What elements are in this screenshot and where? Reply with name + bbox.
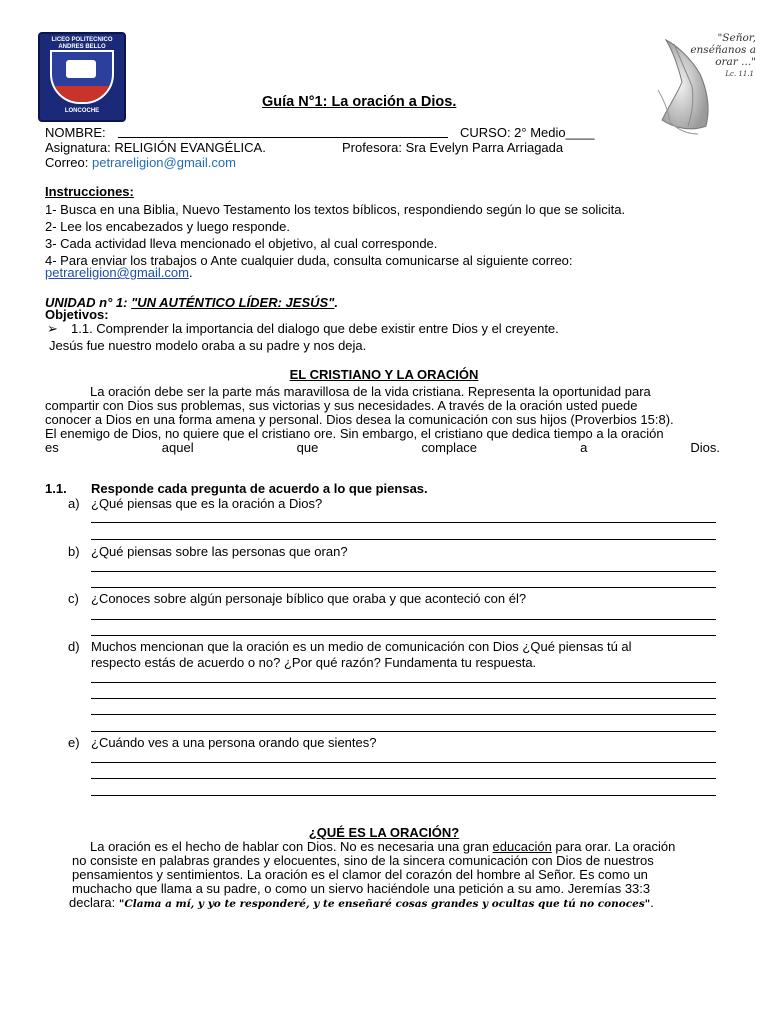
asignatura-text: Asignatura: RELIGIÓN EVANGÉLICA. (45, 140, 266, 155)
correo-email[interactable]: petrareligion@gmail.com (91, 155, 236, 170)
instruction-item-3: 3- Cada actividad lleva mencionado el objetivo, al cual corresponde. (45, 236, 438, 251)
instruction-item-4: 4- Para enviar los trabajos o Ante cualquier duda, consulta comunicarse al siguiente correo: (45, 253, 573, 268)
objective-bullet: ➢ (47, 321, 58, 336)
school-logo (38, 32, 126, 122)
page-title: Guía N°1: La oración a Dios. (262, 94, 457, 110)
section2-line-5 (69, 895, 654, 912)
logo-top-text: LICEO POLITECNICO (51, 37, 113, 43)
nombre-label: NOMBRE: (45, 125, 106, 140)
question-c-letter: c) (68, 591, 79, 606)
image-reference: Lc. 11.1 (725, 70, 754, 78)
objective-continuation: Jesús fue nuestro modelo oraba a su padre y nos deja. (49, 338, 367, 353)
profesora-text: Profesora: Sra Evelyn Parra Arriagada (342, 140, 564, 155)
correo-line (45, 155, 236, 170)
questions-number: 1.1. (45, 481, 67, 496)
answer-line[interactable] (91, 571, 716, 572)
instruction-email-line (45, 265, 193, 280)
curso-label: CURSO: 2° Medio____ (460, 125, 595, 140)
nombre-field[interactable] (118, 137, 448, 138)
question-c-text: ¿Conoces sobre algún personaje bíblico que oraba y que aconteció con él? (91, 591, 527, 606)
answer-line[interactable] (91, 682, 716, 683)
section2-line-1a: La oración es el hecho de hablar con Dios. No es necesaria una gran (90, 839, 493, 854)
answer-line[interactable] (91, 714, 716, 715)
section1-line-1: La oración debe ser la parte más maravillosa de la vida cristiana. Representa la oportunidad para (90, 384, 651, 399)
answer-line[interactable] (91, 778, 716, 779)
answer-line[interactable] (91, 635, 716, 636)
instruction-item-2: 2- Lee los encabezados y luego responde. (45, 219, 291, 234)
question-d-letter: d) (68, 639, 80, 654)
instruction-email-link[interactable]: petrareligion@gmail.com (45, 265, 189, 280)
answer-line[interactable] (91, 698, 716, 699)
question-e-letter: e) (68, 735, 80, 750)
answer-line[interactable] (91, 762, 716, 763)
question-a-text: ¿Qué piensas que es la oración a Dios? (91, 496, 323, 511)
unidad-title: "UN AUTÉNTICO LÍDER: JESÚS" (131, 295, 335, 310)
question-b-text: ¿Qué piensas sobre las personas que oran? (91, 544, 348, 559)
correo-label: Correo: (45, 155, 89, 170)
section1-line-5: es aquel que complace a Dios. (45, 440, 720, 455)
answer-line[interactable] (91, 619, 716, 620)
question-b-letter: b) (68, 544, 80, 559)
objetivos-heading: Objetivos: (45, 307, 109, 322)
section2-line-1b: para orar. La oración (551, 839, 676, 854)
answer-line[interactable] (91, 731, 716, 732)
question-d-text-2: respecto estás de acuerdo o no? ¿Por qué razón? Fundamenta tu respuesta. (91, 655, 537, 670)
image-caption: "Señor, enséñanos a orar ..." (690, 32, 756, 68)
section1-heading: EL CRISTIANO Y LA ORACIÓN (289, 367, 479, 382)
unidad-title-suffix: . (334, 295, 338, 310)
section2-underlined-word: educación (492, 839, 552, 854)
section2-quote: "Clama a mí, y yo te responderé, y te enseñaré cosas grandes y ocultas que tú no conoces" (118, 898, 651, 910)
instructions-heading: Instrucciones: (45, 184, 134, 199)
section2-line-3: pensamientos y sentimientos. La oración es el clamor del corazón del hombre al Señor. Es como un (72, 867, 648, 882)
praying-hands-image (648, 30, 760, 140)
question-a-letter: a) (68, 496, 80, 511)
logo-city-text: LONCOCHE (64, 108, 100, 114)
question-e-text: ¿Cuándo ves a una persona orando que sientes? (91, 735, 377, 750)
section2-line-2: no consiste en palabras grandes y elocuentes, sino de la sincera comunicación con Dios de nuestros (72, 853, 654, 868)
unidad-label: UNIDAD n° 1: (45, 295, 132, 310)
section1-line-4: El enemigo de Dios, no quiere que el cristiano ore. Sin embargo, el cristiano que dedica tiempo a la oración (45, 426, 664, 441)
answer-line[interactable] (91, 522, 716, 523)
section2-line-4: muchacho que llama a su padre, o como un siervo haciéndole una petición a su amo. Jeremías 33:3 (72, 881, 651, 896)
answer-line[interactable] (91, 539, 716, 540)
logo-crest-icon (50, 50, 114, 104)
answer-line[interactable] (91, 587, 716, 588)
instruction-email-suffix: . (188, 265, 193, 280)
section1-line-3: conocer a Dios en una forma amena y personal. Dios desea la comunicación con sus hijos (Proverbios 15:8). (45, 412, 674, 427)
logo-name-text: ANDRES BELLO (58, 44, 106, 50)
section1-line-2: compartir con Dios sus problemas, sus victorias y sus necesidades. A través de la oración usted puede (45, 398, 638, 413)
answer-line[interactable] (91, 795, 716, 796)
section2-heading: ¿QUÉ ES LA ORACIÓN? (308, 825, 460, 840)
section2-line-5a: declara: (69, 895, 119, 910)
instruction-item-1: 1- Busca en una Biblia, Nuevo Testamento los textos bíblicos, respondiendo según lo que se solicita. (45, 202, 626, 217)
section2-line-1 (90, 839, 675, 854)
question-d-text-1: Muchos mencionan que la oración es un medio de comunicación con Dios ¿Qué piensas tú al (91, 639, 632, 654)
questions-heading: Responde cada pregunta de acuerdo a lo que piensas. (91, 481, 428, 496)
objective-text: 1.1. Comprender la importancia del dialogo que debe existir entre Dios y el creyente. (71, 321, 559, 336)
section2-line-5-end: . (650, 895, 654, 910)
